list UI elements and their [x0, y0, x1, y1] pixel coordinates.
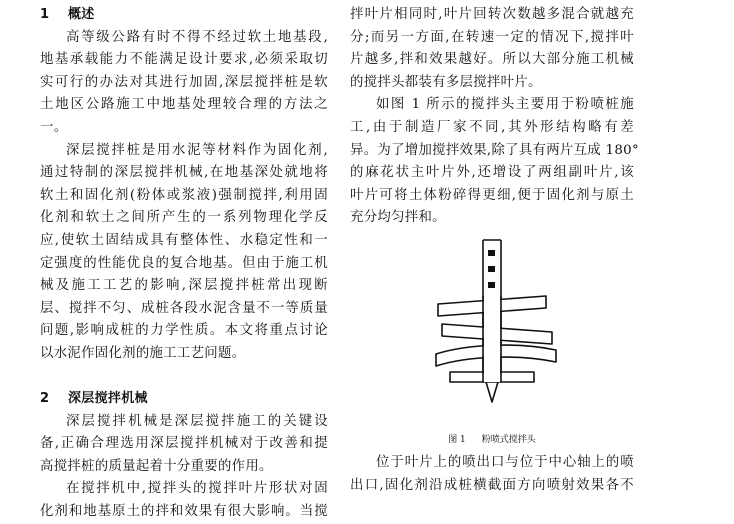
- text-line: 化剂和地基原土的拌和效果有很大影响。当搅: [40, 504, 328, 520]
- text-line: 的搅拌头都装有多层搅拌叶片。: [350, 74, 542, 90]
- text-line: 充分均匀拌和。: [350, 210, 446, 226]
- text-line: 深层搅拌机械是深层搅拌施工的关键设: [66, 413, 328, 429]
- section-1-number: 1: [40, 7, 50, 22]
- text-line: 通过特制的深层搅拌机械,在地基深处就地将: [40, 165, 328, 181]
- right-column-continued: [350, 452, 634, 497]
- text-line: 叶片可将土体粉碎得更细,便于固化剂与原土: [350, 187, 634, 203]
- figure-number: 图 1: [448, 435, 466, 445]
- text-line: 出口,固化剂沿成桩横截面方向喷射效果各不: [350, 477, 634, 493]
- text-line: 应,使软土固结成具有整体性、水稳定性和一: [40, 232, 328, 248]
- text-line: 如图 1 所示的搅拌头主要用于粉喷桩施: [376, 97, 634, 113]
- section-1-title: 概述: [68, 7, 95, 22]
- right-column: [350, 4, 639, 230]
- text-line: 实可行的办法对其进行加固,深层搅拌桩是软: [40, 74, 328, 90]
- text-line: 软土和固化剂(粉体或浆液)强制搅拌,利用固: [40, 187, 328, 203]
- text-line: 一。: [40, 119, 68, 135]
- text-line: 工,由于制造厂家不同,其外形结构略有差: [350, 119, 634, 135]
- text-line: 高等级公路有时不得不经过软土地基段,: [66, 29, 328, 45]
- section-spacer: [40, 366, 328, 389]
- text-line: 分;而另一方面,在转速一定的情况下,搅拌叶: [350, 29, 634, 45]
- text-line: 化剂和软土之间所产生的一系列物理化学反: [40, 210, 328, 226]
- figure-title: 粉喷式搅拌头: [481, 435, 536, 445]
- text-line: 层、搅拌不匀、成桩各段水泥含量不一等质量: [40, 300, 328, 316]
- section-2-heading: [40, 388, 328, 411]
- text-line: 地基承载能力不能满足设计要求,必须采取切: [40, 52, 328, 68]
- section-1-heading: [40, 4, 328, 27]
- paragraph-machinery: [40, 411, 328, 479]
- text-line: 的麻花状主叶片外,还增设了两组副叶片,该: [350, 165, 634, 181]
- paragraph-nozzles: [350, 452, 634, 497]
- text-line: 备,正确合理选用深层搅拌机械对于改善和提: [40, 436, 328, 452]
- paragraph-blades: [350, 4, 634, 94]
- text-line: 拌叶片相同时,叶片回转次数越多混合就越充: [350, 7, 634, 22]
- text-line: 械及施工工艺的影响,深层搅拌桩常出现断: [40, 278, 328, 294]
- text-line: 问题,影响成桩的力学性质。本文将重点讨论: [40, 323, 328, 339]
- section-2-number: 2: [40, 391, 50, 407]
- paragraph-figure-description: [350, 94, 639, 230]
- text-line: 异。为了增加搅拌效果,除了具有两片互成 180°: [350, 142, 639, 158]
- figure-1: [350, 238, 634, 450]
- text-line: 土地区公路施工中地基处理较合理的方法之: [40, 97, 328, 113]
- left-column: [40, 4, 328, 524]
- figure-caption: [350, 434, 634, 446]
- paragraph-definition: [40, 140, 328, 366]
- paragraph-intro: [40, 27, 328, 140]
- mixing-head-illustration: [428, 238, 568, 408]
- text-line: 高搅拌桩的质量起着十分重要的作用。: [40, 458, 273, 474]
- text-line: 以水泥作固化剂的施工工艺问题。: [40, 345, 246, 361]
- paragraph-mixer-head: [40, 478, 328, 523]
- text-line: 在搅拌机中,搅拌头的搅拌叶片形状对固: [66, 481, 328, 497]
- text-line: 片越多,拌和效果越好。所以大部分施工机械: [350, 52, 634, 68]
- section-2-title: 深层搅拌机械: [68, 391, 148, 407]
- text-line: 位于叶片上的喷出口与位于中心轴上的喷: [376, 455, 634, 470]
- text-line: 深层搅拌桩是用水泥等材料作为固化剂,: [66, 142, 328, 158]
- text-line: 定强度的性能优良的复合地基。但由于施工机: [40, 255, 328, 271]
